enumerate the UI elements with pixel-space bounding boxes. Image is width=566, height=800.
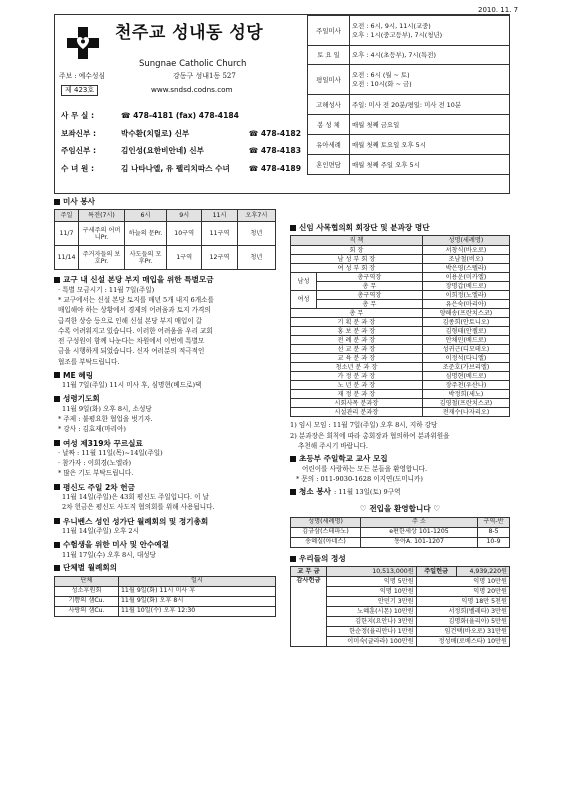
address: 강동구 성내1동 527 [173, 72, 236, 80]
council-table: 직 책 성명(세례명) 회 장 서창식(바오로) 남 성 부 회 장 조남철(비오) 여 성 부 회 장 박은영(스텔라) 남성 총구역장 이용운(미카엘) 총 무 장명갑(베드로) 여성 총구역장 이희정(노엘라) 총 무 유은숙(마리아) 총 무 양해송(프란치스코) 기 획 분 과 장 김종희(안토니오) 홍 보 분 과 장 김형태(안젤로) 전 례 분 과 장 안채민(베드로) 선 교 분 과 장 성귀근(디모테오) 교 육 분 과 장 이정석(다니엘) 청소년 분 과 장 조준호(가브리엘) 가 정 분 과 장 심명현(베드로) 노 년 분 과 장 장주천(우산나) 재 정 분 과 장 박정희(세노) 시회사목 분과장 김영철(프란치스코) 시설관리 분과장 전재수(나자리오) [290, 235, 510, 417]
right-column [290, 223, 510, 647]
prayer-body: 11월 9일(화) 오후 8시, 소성당 * 주제 : 불평요한 협업을 벗기자. * 강사 : 김효재(마리아) [58, 404, 153, 434]
prayer-heading: 성령기도회 [54, 394, 276, 403]
church-logo-icon [65, 25, 101, 61]
teachers-heading: 초등부 주일학교 교사 모집 [290, 454, 510, 463]
teachers-body: 어린이를 사랑하는 모든 분들을 환영합니다. * 문의 : 011-9030-1628 이지연(도미니카) [296, 464, 428, 483]
offering-heading: 우리들의 정성 [290, 554, 510, 563]
offering-table: 교 무 금 10,513,000원 주일헌금 4,939,220원 감사헌금 익명 5만원 익명 10만원 익명 10만원 익명 20만원 안민기 3만원 익명 18만 5천원 노혜훈(시몬) 10만원 서정희(벨레타) 3만원 김한지(요안나) 3만원 김명화(율리아) 5만원 한순정(율리안나) 1만원 임건택(바오로) 31만원 이미숙(글라라) 100만원 정성배(로베스타) 10만원 [290, 566, 510, 647]
council-notes: 1) 임시 모임 : 11월 7일(주일) 오후 8시, 지하 강당 2) 분과장은 회칙에 따라 총회장과 협의하여 분과위원을 추천해 주시기 바랍니다. [290, 421, 450, 450]
issue-date: 2010. 11. 7 [478, 6, 519, 14]
contact-pastor: 주임신부 : 김인성(요한비안네) 신부 ☎ 478-4183 [61, 146, 301, 155]
left-column [54, 197, 276, 617]
retreat-body: · 날짜 : 11월 11일(목)~14일(주일) · 참가자 : 이희경(노엘라) * 많은 기도 부탁드립니다. [58, 449, 163, 478]
contact-office: 사 무 실 : ☎ 478-4181 (fax) 478-4184 [61, 111, 239, 120]
issue-number: 제 423호 [61, 85, 98, 96]
movein-heading: ♡ 전입을 환영합니다 ♡ [359, 504, 441, 514]
mass-service-table: 주일 특전(7시) 6시 9시 11시 오후7시 11/7 구세주의 어머니Pr. 하늘의 문Pr. 10구역 11구역 청년 11/14 주거자들의 보호Pr. 사도들의 모후Pr. 1구역 12구역 청년 [54, 209, 276, 270]
contact-convent: 수 녀 원 : 김 나타나엘, 유 펠리치따스 수녀 ☎ 478-4189 [61, 163, 301, 173]
movein-table: 성명(세례명) 주 소 구역-반 김규삼(스테파노) e편한세상 101-1205 8-5 송혜실(아네스) 동아A. 101-1207 10-9 [290, 517, 510, 548]
me-heading: ME 혜링 [54, 371, 276, 380]
me-body: 11월 7일(주일) 11시 미사 후, 심명현(베드로)댁 [62, 381, 202, 390]
groups-heading: 단체별 월례회의 [54, 563, 276, 572]
exam-body: 11월 17일(수) 오후 8시, 대성당 [62, 550, 156, 559]
retreat-heading: 여성 제319차 꾸르실료 [54, 439, 276, 448]
vinnea-heading: 우니벤스 성인 성가단 월례회의 및 정기총회 [54, 517, 276, 526]
mass-service-heading: 미사 봉사 [54, 197, 276, 206]
patron: 주보 : 예수성심 [59, 72, 106, 80]
mass-schedule: 주일미사 오전 : 6시, 9시, 11시(교중) 오후 : 1시(중고등부), 7시(청년) 토 요 일 오후 : 4시(초등부), 7시(특전) 평일미사 오전 : 6시 (월 ~ 토) 오전 : 10시(화 ~ 금) 고해성사 주일: 미사 전 20분/평일: 미사 전 10분 봉 성 체 매월 첫째 금요일 유아세례 매월 첫째 토요일 오후 5시 혼인면담 매월 첫째 주일 오후 5시 [307, 15, 510, 175]
english-name: Sungnae Catholic Church [139, 59, 247, 69]
council-heading: 신임 사목협의회 회장단 및 분과장 명단 [290, 223, 510, 232]
header-box [54, 14, 510, 194]
pyeongsin-heading: 평신도 주일 2차 헌금 [54, 483, 276, 492]
exam-heading: 수험생을 위한 미사 및 안수예절 [54, 540, 276, 549]
youth-heading: 청소 봉사 : 11월 13일(토) 9구역 [290, 487, 510, 497]
vinnea-body: 11월 14일(주일) 오후 2시 [62, 527, 139, 536]
fundraise-body: · 특별 모금시기 : 11월 7일(주일) * 교구에서는 신설 본당 토지를 매년 5개 내지 6개소를 매입해야 하는 상황에서 경제의 어려움과 토지 가격의 급격한 상승 등으로 인해 신설 본당 부지 매입이 갈 수록 어려워지고 있습니다. 이러한 어려움을 우리 교회 전 구성원이 함께 나눈다는 차원에서 이번에 특별모 금을 시행하게 되었습니다. 신자 여러분의 적극적인 협조를 부탁드립니다. [58, 285, 214, 366]
website-link[interactable]: www.sndsd.codns.com [151, 85, 233, 94]
pyeongsin-body: 11월 14일(주일)은 43회 평신도 주일입니다. 이 날 2차 헌금은 평신도 사도직 협의회를 위해 사용됩니다. [62, 493, 215, 512]
fundraise-heading: 교구 내 신설 본당 부지 매입을 위한 특별모금 [54, 275, 276, 284]
church-name: 천주교 성내동 성당 [115, 23, 264, 43]
groups-table: 단체 일시 성소후원회 11월 9일(화) 11시 미사 후 기쁨의 샘Cu. 11월 9일(화) 오후 8시 사랑의 샘Cu. 11월 10일(수) 오후 12:30 [54, 576, 276, 617]
contact-assistant-priest: 보좌신부 : 박수환(치릴로) 신부 ☎ 478-4182 [61, 128, 301, 138]
contacts [61, 107, 301, 177]
